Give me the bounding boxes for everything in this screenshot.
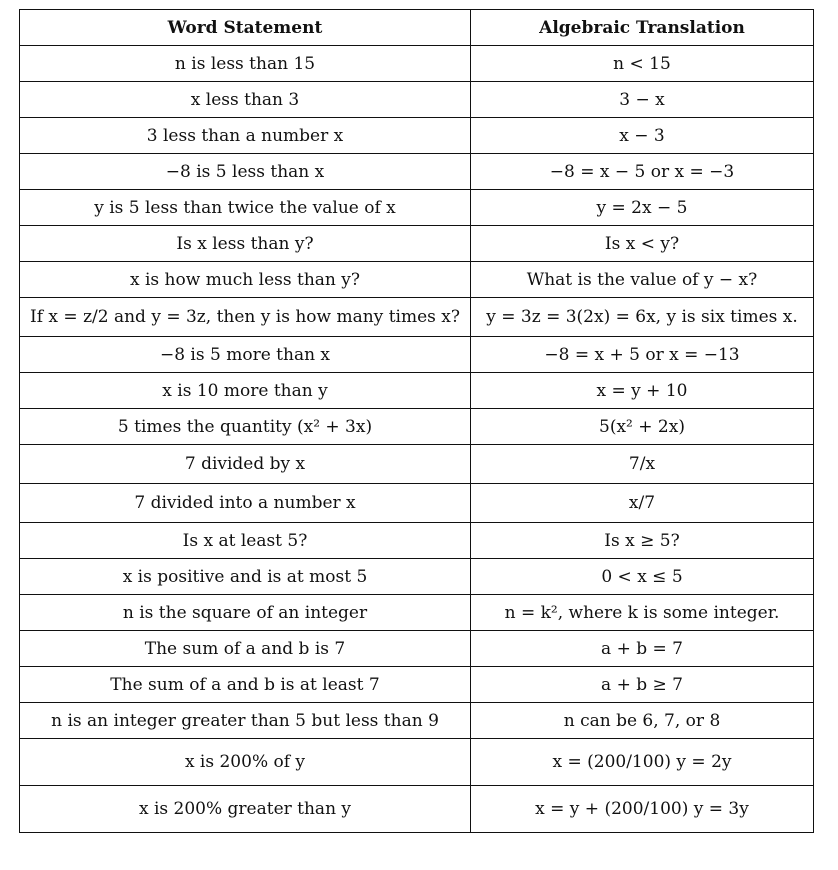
statement-cell: x is 200% greater than y: [20, 786, 471, 833]
translation-cell: n = k², where k is some integer.: [471, 595, 814, 631]
statement-cell: −8 is 5 more than x: [20, 337, 471, 373]
statement-cell: n is less than 15: [20, 46, 471, 82]
translation-cell: x − 3: [471, 118, 814, 154]
table-row: [20, 262, 814, 298]
statement-cell: 5 times the quantity (x² + 3x): [20, 409, 471, 445]
translation-cell: 0 < x ≤ 5: [471, 559, 814, 595]
statement-cell: x is 10 more than y: [20, 373, 471, 409]
table-row: [20, 409, 814, 445]
statement-cell: n is an integer greater than 5 but less than 9: [20, 703, 471, 739]
table-row: [20, 445, 814, 484]
translation-cell: 7/x: [471, 445, 814, 484]
header-word-statement: Word Statement: [20, 10, 471, 46]
table-row: [20, 226, 814, 262]
table-row: [20, 786, 814, 833]
statement-cell: x is positive and is at most 5: [20, 559, 471, 595]
table-row: [20, 703, 814, 739]
table-row: [20, 484, 814, 523]
table-row: [20, 373, 814, 409]
translation-cell: n < 15: [471, 46, 814, 82]
table-row: [20, 46, 814, 82]
table-row: [20, 337, 814, 373]
table-row: [20, 523, 814, 559]
table-row: [20, 298, 814, 337]
translation-cell: What is the value of y − x?: [471, 262, 814, 298]
translation-cell: x = (200/100) y = 2y: [471, 739, 814, 786]
translation-cell: x = y + (200/100) y = 3y: [471, 786, 814, 833]
table-row: [20, 82, 814, 118]
statement-cell: Is x less than y?: [20, 226, 471, 262]
table-row: [20, 739, 814, 786]
table-row: [20, 631, 814, 667]
statement-cell: 7 divided by x: [20, 445, 471, 484]
translation-cell: Is x < y?: [471, 226, 814, 262]
header-algebraic-translation: Algebraic Translation: [471, 10, 814, 46]
translation-cell: a + b ≥ 7: [471, 667, 814, 703]
statement-cell: The sum of a and b is at least 7: [20, 667, 471, 703]
translation-cell: −8 = x − 5 or x = −3: [471, 154, 814, 190]
translation-cell: x/7: [471, 484, 814, 523]
table-row: [20, 559, 814, 595]
translation-cell: Is x ≥ 5?: [471, 523, 814, 559]
translation-cell: a + b = 7: [471, 631, 814, 667]
statement-cell: −8 is 5 less than x: [20, 154, 471, 190]
statement-cell: If x = z/2 and y = 3z, then y is how many times x?: [20, 298, 471, 337]
translation-sheet: [19, 9, 813, 833]
statement-cell: x is 200% of y: [20, 739, 471, 786]
translation-cell: 3 − x: [471, 82, 814, 118]
translation-cell: −8 = x + 5 or x = −13: [471, 337, 814, 373]
statement-cell: n is the square of an integer: [20, 595, 471, 631]
table-row: [20, 667, 814, 703]
translation-cell: 5(x² + 2x): [471, 409, 814, 445]
statement-cell: The sum of a and b is 7: [20, 631, 471, 667]
translation-cell: x = y + 10: [471, 373, 814, 409]
table-row: [20, 118, 814, 154]
header-row: [20, 10, 814, 46]
translation-cell: y = 3z = 3(2x) = 6x, y is six times x.: [471, 298, 814, 337]
statement-cell: 3 less than a number x: [20, 118, 471, 154]
statement-cell: x is how much less than y?: [20, 262, 471, 298]
table-row: [20, 154, 814, 190]
table-row: [20, 595, 814, 631]
statement-cell: y is 5 less than twice the value of x: [20, 190, 471, 226]
statement-cell: 7 divided into a number x: [20, 484, 471, 523]
translation-table: [19, 9, 814, 833]
statement-cell: x less than 3: [20, 82, 471, 118]
statement-cell: Is x at least 5?: [20, 523, 471, 559]
table-row: [20, 190, 814, 226]
translation-cell: y = 2x − 5: [471, 190, 814, 226]
translation-cell: n can be 6, 7, or 8: [471, 703, 814, 739]
